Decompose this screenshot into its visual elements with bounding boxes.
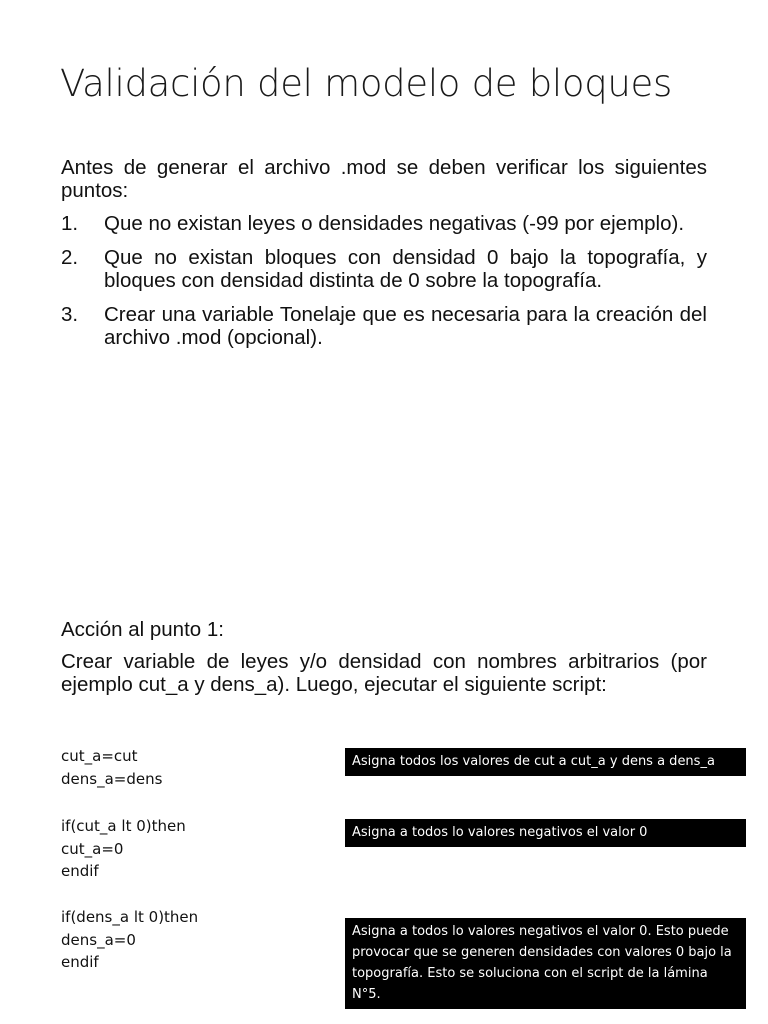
script-line: if(cut_a lt 0)then <box>61 817 186 835</box>
page-title: Validación del modelo de bloques <box>60 62 672 105</box>
list-item <box>61 212 707 235</box>
script-line: dens_a=0 <box>61 930 136 949</box>
script-note: Asigna a todos lo valores negativos el valor 0 <box>345 819 746 847</box>
script-note: Asigna todos los valores de cut a cut_a y dens a dens_a <box>345 748 746 776</box>
steps-list <box>61 212 707 360</box>
script-line: cut_a=0 <box>61 839 124 858</box>
script-line: if(dens_a lt 0)then <box>61 908 199 926</box>
list-item-number: 3. <box>61 303 79 326</box>
script-line: cut_a=cut <box>61 747 138 765</box>
accion-text: Crear variable de leyes y/o densidad con nombres arbitrarios (por ejemplo cut_a y dens_a). Luego, ejecutar el siguiente script: <box>61 650 707 696</box>
list-item-number: 1. <box>61 212 79 235</box>
list-item-text: Que no existan leyes o densidades negativas (-99 por ejemplo). <box>104 212 685 235</box>
intro-paragraph: Antes de generar el archivo .mod se deben verificar los siguientes puntos: <box>61 156 707 202</box>
list-item-text: Que no existan bloques con densidad 0 bajo la topografía, y bloques con densidad distinta de 0 sobre la topografía. <box>104 246 707 292</box>
list-item <box>61 246 707 292</box>
accion-label: Acción al punto 1: <box>61 618 224 641</box>
script-line: dens_a=dens <box>61 769 163 788</box>
script-block <box>61 745 331 790</box>
script-note: Asigna a todos lo valores negativos el valor 0. Esto puede provocar que se generen densidades con valores 0 bajo la topografía. Esto se soluciona con el script de la lámina N°5. <box>345 918 746 1009</box>
script-line: endif <box>61 862 99 880</box>
list-item-text: Crear una variable Tonelaje que es necesaria para la creación del archivo .mod (opcional). <box>104 303 707 349</box>
script-line: endif <box>61 953 99 971</box>
list-item-number: 2. <box>61 246 79 269</box>
list-item <box>61 303 707 349</box>
script-block <box>61 906 331 974</box>
script-block <box>61 815 331 883</box>
